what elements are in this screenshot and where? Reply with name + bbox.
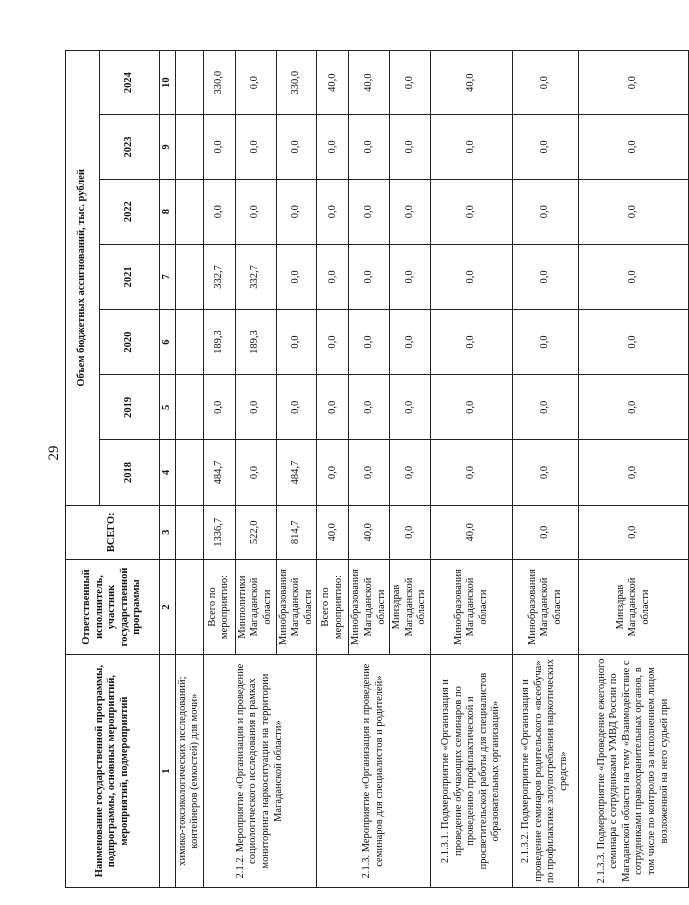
budget-table-sheet xyxy=(65,50,670,888)
column-number: 7 xyxy=(160,244,176,309)
year-value-cell: 0,0 xyxy=(317,244,349,309)
year-value-cell: 0,0 xyxy=(276,310,317,375)
year-value-cell: 332,7 xyxy=(203,244,235,309)
table-row xyxy=(175,51,203,888)
header-year-2022: 2022 xyxy=(100,179,160,244)
year-value-cell: 0,0 xyxy=(390,51,431,115)
year-value-cell: 189,3 xyxy=(203,310,235,375)
year-value-cell: 0,0 xyxy=(512,244,578,309)
total-value-cell: 0,0 xyxy=(578,505,688,559)
year-value-cell: 0,0 xyxy=(276,115,317,179)
year-value-cell: 0,0 xyxy=(578,375,688,440)
total-value-cell: 0,0 xyxy=(390,505,431,559)
total-value-cell: 814,7 xyxy=(276,505,317,559)
year-value-cell: 40,0 xyxy=(317,51,349,115)
header-row xyxy=(66,51,100,888)
year-value-cell: 0,0 xyxy=(390,440,431,505)
total-value-cell: 40,0 xyxy=(317,505,349,559)
year-value-cell: 0,0 xyxy=(512,115,578,179)
executor-cell: Минздрав Магаданской области xyxy=(390,559,431,654)
year-value-cell: 0,0 xyxy=(430,244,512,309)
table-row xyxy=(512,51,578,888)
year-value-cell: 0,0 xyxy=(349,179,390,244)
year-value-cell: 0,0 xyxy=(578,179,688,244)
year-value-cell: 0,0 xyxy=(512,51,578,115)
year-value-cell: 330,0 xyxy=(276,51,317,115)
row-name-cell: 2.1.3.2. Подмероприятие «Организация и проведение семинаров родительского «всеобуча» по профилактике злоупотребления наркотических средств» xyxy=(512,655,578,888)
header-year-2018: 2018 xyxy=(100,440,160,505)
year-value-cell: 0,0 xyxy=(235,375,276,440)
executor-cell: Минполитики Магаданской области xyxy=(235,559,276,654)
year-value-cell: 0,0 xyxy=(276,179,317,244)
header-total-column: ВСЕГО: xyxy=(66,505,160,559)
year-value-cell: 0,0 xyxy=(203,115,235,179)
year-value-cell: 0,0 xyxy=(349,440,390,505)
row-name-cell: 2.1.3.1. Подмероприятие «Организация и проведение обучающих семинаров по проведению профилактической и просветительской работы для специалистов образовательных организаций» xyxy=(430,655,512,888)
year-value-cell: 0,0 xyxy=(390,115,431,179)
year-value-cell: 0,0 xyxy=(512,310,578,375)
year-value-cell xyxy=(175,310,203,375)
executor-cell: Минобразования Магаданской области xyxy=(349,559,390,654)
total-value-cell: 522,0 xyxy=(235,505,276,559)
header-year-2019: 2019 xyxy=(100,375,160,440)
year-value-cell: 0,0 xyxy=(390,375,431,440)
year-value-cell: 484,7 xyxy=(203,440,235,505)
table-row xyxy=(430,51,512,888)
year-value-cell: 0,0 xyxy=(390,179,431,244)
header-year-2020: 2020 xyxy=(100,310,160,375)
year-value-cell: 0,0 xyxy=(276,244,317,309)
year-value-cell: 0,0 xyxy=(317,310,349,375)
row-name-cell: 2.1.2. Мероприятие «Организация и проведение социологического исследования в рамках мониторинга наркоситуации на территории Магаданской области» xyxy=(203,655,317,888)
year-value-cell: 0,0 xyxy=(276,375,317,440)
year-value-cell: 0,0 xyxy=(349,244,390,309)
year-value-cell: 0,0 xyxy=(578,440,688,505)
column-number: 1 xyxy=(160,655,176,888)
header-year-2024: 2024 xyxy=(100,51,160,115)
total-value-cell: 0,0 xyxy=(512,505,578,559)
total-value-cell: 1336,7 xyxy=(203,505,235,559)
year-value-cell: 0,0 xyxy=(578,115,688,179)
header-executor-column: Ответственный исполнитель, участник государственной программы xyxy=(66,559,160,654)
column-number: 9 xyxy=(160,115,176,179)
year-value-cell: 0,0 xyxy=(578,310,688,375)
year-value-cell: 0,0 xyxy=(390,244,431,309)
year-value-cell: 0,0 xyxy=(317,440,349,505)
year-value-cell: 330,0 xyxy=(203,51,235,115)
year-value-cell: 0,0 xyxy=(235,440,276,505)
year-value-cell: 0,0 xyxy=(317,179,349,244)
year-value-cell xyxy=(175,115,203,179)
header-volume-group: Объем бюджетных ассигнований, тыс. рублей xyxy=(66,51,100,506)
year-value-cell: 0,0 xyxy=(349,310,390,375)
table-row xyxy=(317,51,349,888)
table-body xyxy=(66,51,689,888)
executor-cell: Минобразования Магаданской области xyxy=(512,559,578,654)
year-value-cell: 0,0 xyxy=(235,51,276,115)
year-value-cell: 189,3 xyxy=(235,310,276,375)
year-value-cell: 0,0 xyxy=(512,375,578,440)
year-value-cell: 0,0 xyxy=(430,375,512,440)
executor-cell: Минобразования Магаданской области xyxy=(430,559,512,654)
year-value-cell: 0,0 xyxy=(512,179,578,244)
year-value-cell xyxy=(175,51,203,115)
column-number: 5 xyxy=(160,375,176,440)
year-value-cell: 484,7 xyxy=(276,440,317,505)
year-value-cell: 0,0 xyxy=(203,179,235,244)
year-value-cell: 0,0 xyxy=(235,115,276,179)
header-year-2023: 2023 xyxy=(100,115,160,179)
header-name-column: Наименование государственной программы, подпрограммы, основных мероприятий, мероприятий, подмероприятий xyxy=(66,655,160,888)
year-value-cell: 0,0 xyxy=(203,375,235,440)
header-year-2021: 2021 xyxy=(100,244,160,309)
year-value-cell: 40,0 xyxy=(349,51,390,115)
year-value-cell xyxy=(175,244,203,309)
row-name-cell: 2.1.3. Мероприятие «Организация и проведение семинаров для специалистов и родителей» xyxy=(317,655,431,888)
year-value-cell: 0,0 xyxy=(430,440,512,505)
column-number: 2 xyxy=(160,559,176,654)
executor-cell: Всего по мероприятию: xyxy=(317,559,349,654)
page-number: 29 xyxy=(45,445,62,461)
column-number: 8 xyxy=(160,179,176,244)
year-value-cell: 0,0 xyxy=(317,375,349,440)
table-row xyxy=(203,51,235,888)
executor-cell: Минобразования Магаданской области xyxy=(276,559,317,654)
column-number: 4 xyxy=(160,440,176,505)
year-value-cell: 0,0 xyxy=(349,115,390,179)
year-value-cell: 0,0 xyxy=(430,179,512,244)
year-value-cell: 0,0 xyxy=(578,244,688,309)
row-name-cell: 2.1.3.3. Подмероприятие «Проведение ежегодного семинара с сотрудниками УМВД России по Магаданской области на тему «Взаимодействие с сотрудниками правоохранительных органов, в том числе по контролю за исполнением лицом возложенной на него судьей при xyxy=(578,655,688,888)
row-name-cell: химико-токсикологических исследований; контейнеров (емкостей) для мочи» xyxy=(175,655,203,888)
year-value-cell: 332,7 xyxy=(235,244,276,309)
year-value-cell: 0,0 xyxy=(512,440,578,505)
year-value-cell: 0,0 xyxy=(349,375,390,440)
total-value-cell: 40,0 xyxy=(430,505,512,559)
year-value-cell xyxy=(175,440,203,505)
column-number: 3 xyxy=(160,505,176,559)
executor-cell xyxy=(175,559,203,654)
column-number-row xyxy=(160,51,176,888)
total-value-cell: 40,0 xyxy=(349,505,390,559)
year-value-cell: 40,0 xyxy=(430,51,512,115)
executor-cell: Минздрав Магаданской области xyxy=(578,559,688,654)
table-row xyxy=(578,51,688,888)
year-value-cell xyxy=(175,375,203,440)
year-value-cell: 0,0 xyxy=(235,179,276,244)
column-number: 10 xyxy=(160,51,176,115)
year-value-cell: 0,0 xyxy=(430,115,512,179)
year-value-cell: 0,0 xyxy=(578,51,688,115)
budget-table xyxy=(65,50,689,888)
year-value-cell: 0,0 xyxy=(390,310,431,375)
year-value-cell: 0,0 xyxy=(317,115,349,179)
executor-cell: Всего по мероприятию: xyxy=(203,559,235,654)
year-value-cell: 0,0 xyxy=(430,310,512,375)
total-value-cell xyxy=(175,505,203,559)
year-value-cell xyxy=(175,179,203,244)
column-number: 6 xyxy=(160,310,176,375)
